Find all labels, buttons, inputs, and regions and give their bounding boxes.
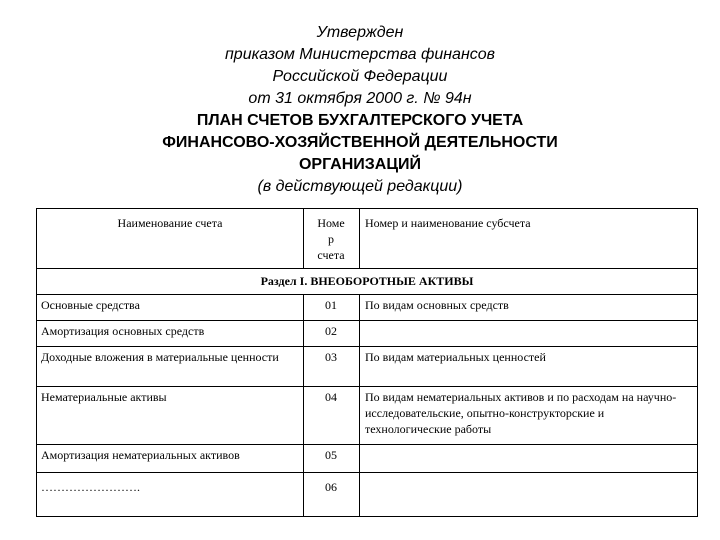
account-number: 06	[325, 480, 337, 494]
title-line-1: ПЛАН СЧЕТОВ БУХГАЛТЕРСКОГО УЧЕТА	[196, 112, 524, 129]
approval-line-1: Утвержден	[316, 24, 404, 41]
col-header-number: Номе р счета	[317, 216, 345, 262]
account-number: 04	[325, 390, 337, 404]
subaccount-text: По видам нематериальных активов и по расходам на научно-исследовательские, опытно-конструкторские и технологические работы	[365, 390, 677, 436]
approval-line-2: приказом Министерства финансов	[224, 46, 496, 63]
account-number: 03	[325, 350, 337, 364]
account-name: Доходные вложения в материальные ценности	[41, 350, 279, 364]
subaccount-text: По видам основных средств	[365, 298, 509, 312]
account-name: …………………….	[41, 480, 140, 494]
accounts-table	[36, 208, 698, 517]
section-row	[37, 269, 697, 295]
table-row	[37, 321, 697, 347]
account-name: Нематериальные активы	[41, 390, 167, 404]
edition-note: (в действующей редакции)	[257, 178, 463, 195]
col-header-subaccounts: Номер и наименование субсчета	[365, 216, 531, 230]
table-row	[37, 445, 697, 473]
col-header-name: Наименование счета	[117, 216, 223, 230]
account-number: 05	[325, 448, 337, 462]
title-line-2: ФИНАНСОВО-ХОЗЯЙСТВЕННОЙ ДЕЯТЕЛЬНОСТИ	[162, 134, 558, 151]
account-number: 02	[325, 324, 337, 338]
approval-line-3: Российской Федерации	[272, 68, 448, 85]
subaccount-text: По видам материальных ценностей	[365, 350, 546, 364]
account-name: Основные средства	[41, 298, 140, 312]
account-name: Амортизация основных средств	[41, 324, 205, 338]
title-line-3: ОРГАНИЗАЦИЙ	[298, 156, 422, 173]
table-header-row	[37, 209, 697, 269]
table-row	[37, 295, 697, 321]
table-row	[37, 473, 697, 516]
account-number: 01	[325, 298, 337, 312]
approval-line-4: от 31 октября 2000 г. № 94н	[248, 90, 472, 107]
section-title: Раздел I. ВНЕОБОРОТНЫЕ АКТИВЫ	[260, 274, 474, 288]
table-row	[37, 387, 697, 445]
table-row	[37, 347, 697, 387]
account-name: Амортизация нематериальных активов	[41, 448, 240, 462]
